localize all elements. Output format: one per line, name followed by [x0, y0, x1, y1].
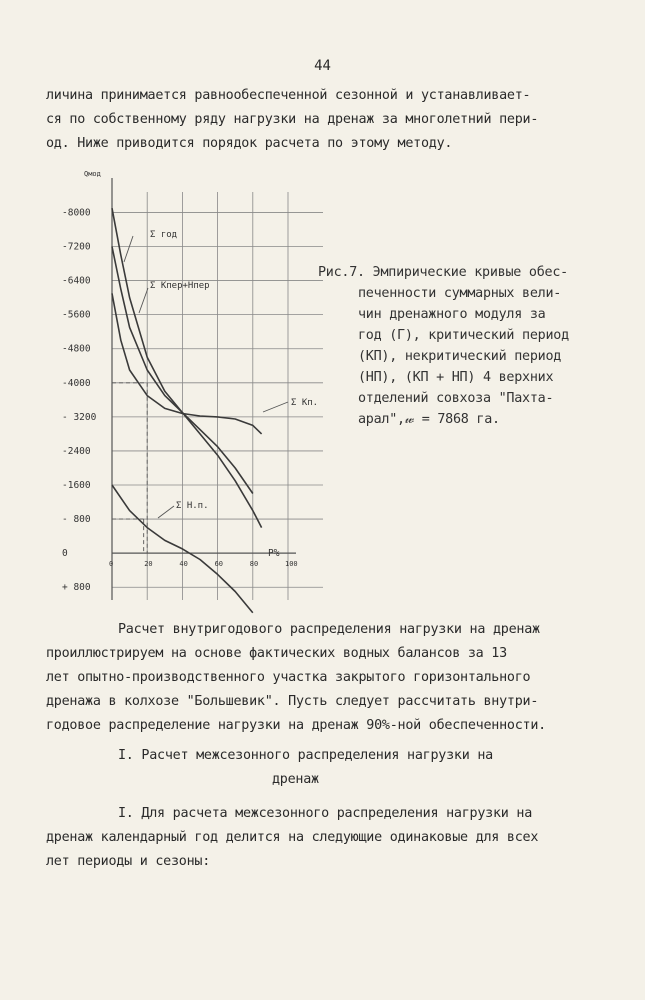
curve-year [112, 208, 262, 527]
leader-kper-nper [139, 288, 148, 313]
y-tick-label: 0 [62, 548, 68, 560]
body-line-1: Расчет внутригодового распределения нагрузки на дренаж [118, 622, 540, 637]
body-line-5: годовое распределение нагрузки на дренаж 90%-ной обеспеченности. [46, 718, 546, 733]
leader-year [124, 236, 133, 262]
y-tick-label: -7200 [62, 241, 91, 253]
section-heading-line-2: дренаж [272, 772, 319, 787]
y-tick-label: - 3200 [62, 411, 97, 423]
body-line-2: проиллюстрируем на основе фактических водных балансов за 13 [46, 646, 507, 661]
section-heading-line-1: I. Расчет межсезонного распределения нагрузки на [118, 748, 493, 763]
chart-grid [112, 192, 323, 600]
x-axis-label: P% [268, 548, 280, 559]
y-tick-label: + 800 [62, 582, 91, 594]
curve-label-kp: Σ Кп. [291, 398, 319, 408]
chart-curves [112, 208, 288, 613]
x-tick-label: 60 [214, 560, 224, 569]
intro-line-1: личина принимается равнообеспеченной сезонной и устанавливает- [46, 88, 531, 103]
y-axis-label: Qмод [84, 170, 101, 178]
x-tick-label: 40 [179, 560, 188, 569]
caption-line-5: (КП), некритический период [358, 349, 562, 364]
y-tick-label: -6400 [62, 275, 91, 287]
curve-label-kper-nper: Σ Кпер+Нпер [150, 281, 210, 291]
caption-line-2: печенности суммарных вели- [358, 286, 562, 301]
caption-line-6: (НП), (КП + НП) 4 верхних [358, 370, 554, 385]
chart-tick-labels [62, 207, 298, 593]
caption-line-3: чин дренажного модуля за [358, 307, 546, 322]
caption-line-4: год (Г), критический период [358, 328, 569, 343]
x-tick-label: 80 [249, 560, 259, 569]
y-tick-label: -4000 [62, 377, 91, 389]
leader-np [158, 506, 174, 518]
closing-line-1: I. Для расчета межсезонного распределения нагрузки на [118, 806, 533, 821]
y-tick-label: -4800 [62, 343, 91, 355]
curve-label-np: Σ Н.п. [176, 501, 209, 511]
figure-caption [318, 265, 569, 427]
y-tick-label: -2400 [62, 445, 91, 457]
leader-kp [263, 402, 288, 412]
body-line-4: дренажа в колхозе "Большевик". Пусть следует рассчитать внутри- [46, 694, 539, 709]
page-number: 44 [314, 58, 331, 74]
y-tick-label: -8000 [62, 207, 91, 219]
y-tick-label: - 800 [62, 514, 91, 526]
caption-line-7: отделений совхоза "Пахта- [358, 391, 554, 406]
x-tick-label: 20 [144, 560, 153, 569]
closing-line-2: дренаж календарный год делится на следующие одинаковые для всех [46, 830, 539, 845]
caption-line-8: арал",𝓌 = 7868 га. [358, 412, 500, 427]
body-line-3: лет опытно-производственного участка закрытого горизонтального [46, 670, 531, 685]
curve-label-year: Σ год [150, 230, 178, 240]
intro-line-3: од. Ниже приводится порядок расчета по этому методу. [46, 136, 453, 151]
chart-axes [112, 178, 296, 600]
caption-line-1: Рис.7. Эмпирические кривые обес- [318, 265, 568, 280]
closing-line-3: лет периоды и сезоны: [46, 854, 211, 869]
y-tick-label: -1600 [62, 480, 91, 492]
x-tick-label: 100 [285, 560, 298, 569]
intro-line-2: ся по собственному ряду нагрузки на дренаж за многолетний пери- [46, 112, 539, 127]
chart-guide-lines [112, 383, 147, 553]
y-tick-label: -5600 [62, 309, 91, 321]
x-tick-label: 0 [109, 560, 114, 569]
